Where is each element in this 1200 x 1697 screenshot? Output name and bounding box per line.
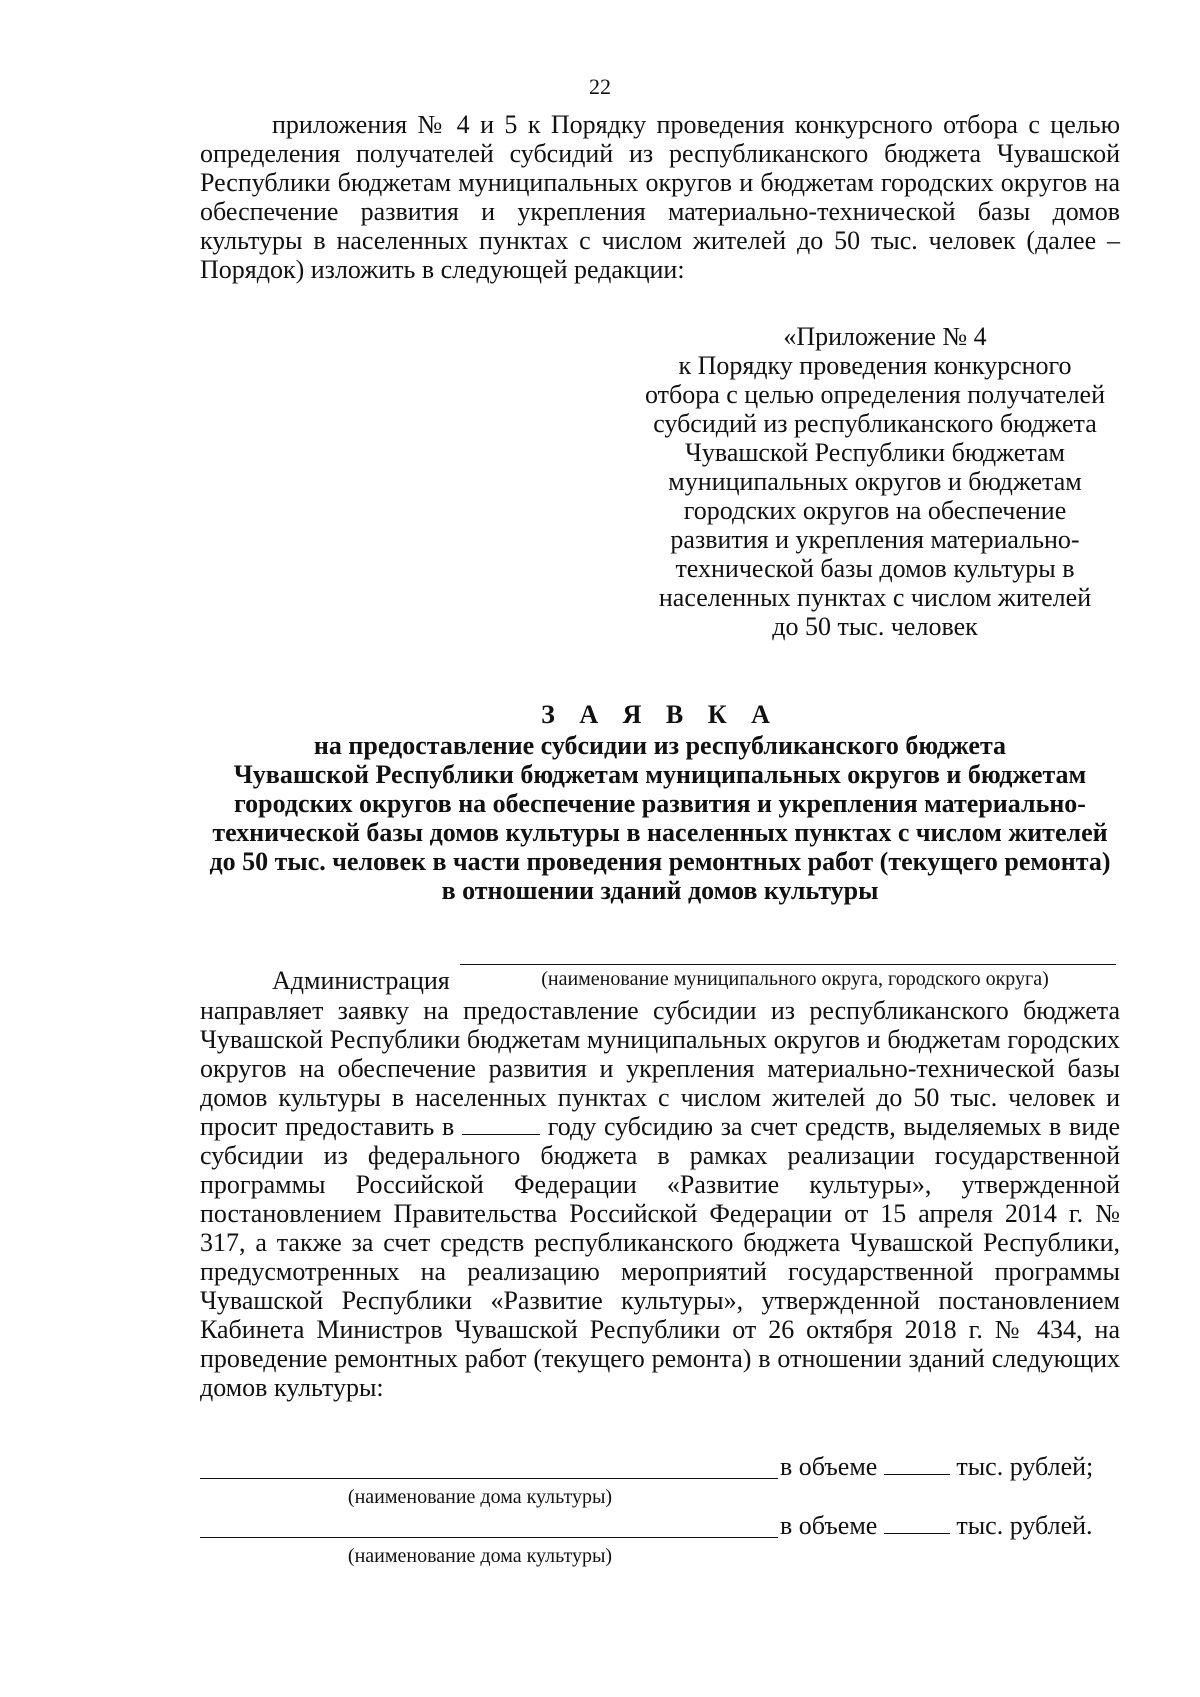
application-title [170, 700, 1150, 905]
annex-line: населенных пунктах с числом жителей [658, 583, 1092, 612]
request-paragraph [200, 996, 1120, 1402]
admin-name-line[interactable] [460, 964, 1116, 965]
volume-unit: тыс. рублей. [956, 1511, 1093, 1540]
request-text-part1: направляет заявку на предоставление субсидии из республиканского бюджета Чувашской Республики бюджетам муниципальных округов и бюджетам городских округов на обеспечение развития и укрепления материально-технической базы домов культуры в населенных пунктах с числом жителей до 50 тыс. человек и просит предоставить в [200, 996, 1120, 1141]
amount-blank-2[interactable] [884, 1511, 950, 1534]
annex-header [640, 322, 1110, 641]
culture-house-caption-2: (наименование дома культуры) [347, 1545, 613, 1567]
annex-line: отбора с целью определения получателей [644, 380, 1106, 409]
volume-row-2 [780, 1511, 1093, 1540]
annex-line: к Порядку проведения конкурсного [678, 351, 1072, 380]
title-line: в отношении зданий домов культуры [441, 876, 879, 905]
annex-line: развития и укрепления материально- [670, 525, 1080, 554]
request-text-part2: году субсидию за счет средств, выделяемых в виде субсидии из федерального бюджета в рамках реализации государственной программы Российской Федерации «Развитие культуры», утвержденной постановлением Правительства Российской Федерации от 15 апреля 2014 г. № 317, а также за счет средств республиканского бюджета Чувашской Республики, предусмотренных на реализацию мероприятий государственной программы Чувашской Республики «Развитие культуры», утвержденной постановлением Кабинета Министров Чувашской Республики от 26 октября 2018 г. № 434, на проведение ремонтных работ (текущего ремонта) в отношении зданий следующих домов культуры: [200, 1112, 1121, 1402]
culture-house-caption-1: (наименование дома культуры) [347, 1486, 613, 1508]
volume-unit: тыс. рублей; [956, 1452, 1094, 1481]
annex-line: городских округов на обеспечение [683, 496, 1067, 525]
annex-line: субсидий из республиканского бюджета [653, 409, 1097, 438]
volume-label: в объеме [780, 1452, 878, 1481]
page-number: 22 [589, 74, 611, 99]
annex-line: технической базы домов культуры в [675, 554, 1075, 583]
admin-label: Администрация [272, 966, 450, 995]
intro-paragraph: приложения № 4 и 5 к Порядку проведения конкурсного отбора с целью определения получателей субсидий из республиканского бюджета Чувашской Республики бюджетам муниципальных округов и бюджетам городских округов на обеспечение развития и укрепления материально-технической базы домов культуры в населенных пунктах с числом жителей до 50 тыс. человек (далее – Порядок) изложить в следующей редакции: [200, 110, 1120, 284]
volume-row-1 [780, 1452, 1093, 1481]
title-line: до 50 тыс. человек в части проведения ремонтных работ (текущего ремонта) [209, 847, 1111, 876]
annex-line: Чувашской Республики бюджетам [685, 438, 1065, 467]
annex-line: до 50 тыс. человек [772, 612, 978, 641]
title-line: на предоставление субсидии из республиканского бюджета [313, 731, 1007, 760]
culture-house-line-1[interactable] [200, 1478, 778, 1479]
title-line: Чувашской Республики бюджетам муниципальных округов и бюджетам [233, 760, 1087, 789]
title-line: городских округов на обеспечение развития и укрепления материально- [234, 789, 1086, 818]
year-blank[interactable] [462, 1112, 540, 1135]
annex-line: «Приложение № 4 [783, 322, 987, 351]
amount-blank-1[interactable] [884, 1452, 950, 1475]
title-heading: З А Я В К А [541, 700, 779, 729]
volume-label: в объеме [780, 1511, 878, 1540]
title-line: технической базы домов культуры в населенных пунктах с числом жителей [212, 818, 1108, 847]
culture-house-line-2[interactable] [200, 1537, 778, 1538]
annex-line: муниципальных округов и бюджетам [668, 467, 1082, 496]
admin-caption: (наименование муниципального округа, городского округа) [541, 968, 1049, 990]
